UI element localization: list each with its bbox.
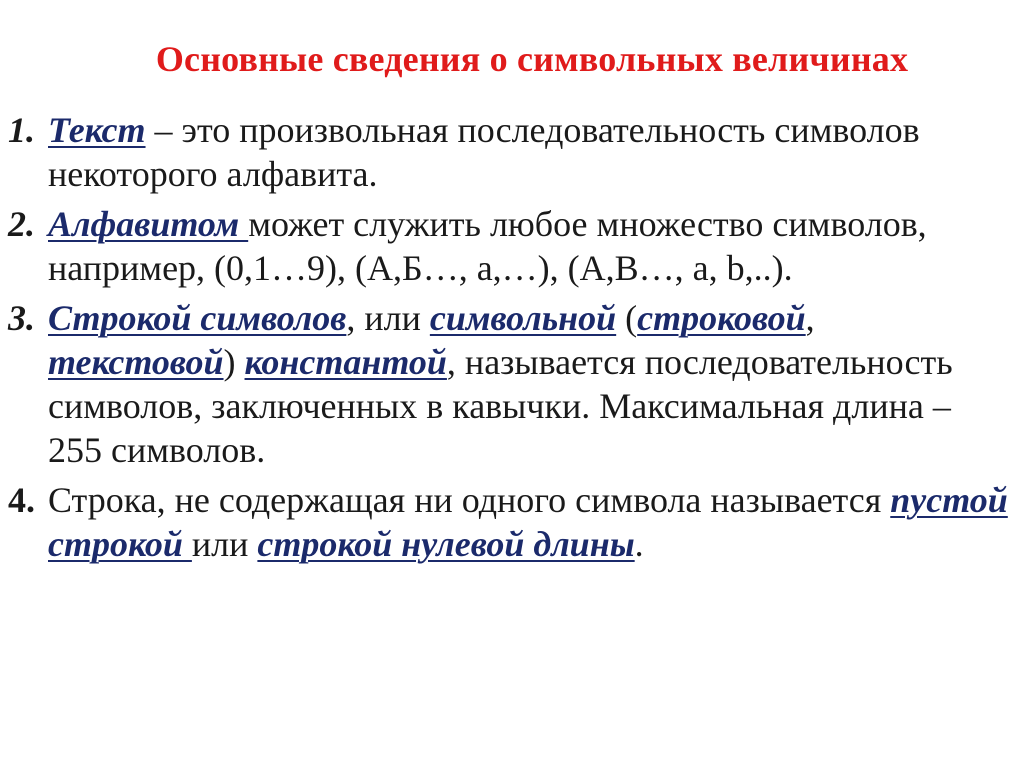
list-item	[8, 296, 1008, 472]
item-text: ,	[805, 298, 815, 338]
item-text: )	[223, 342, 245, 382]
term: текстовой	[48, 342, 224, 382]
term: пустой строкой	[48, 480, 1008, 564]
term: Алфавитом	[48, 204, 249, 244]
term: константой	[244, 342, 447, 382]
slide-title: Основные сведения о символьных величинах	[155, 39, 909, 79]
item-text: может служить любое множество символов, например, (0,1…9), (А,Б…, а,…), (A,B…, a, b,..).	[48, 204, 927, 288]
item-text: , называется последовательность символов, заключенных в кавычки. Максимальная длина – 255 символов.	[48, 342, 953, 470]
term: символьной	[429, 298, 617, 338]
list-item	[8, 478, 1008, 566]
item-number: 1.	[8, 110, 35, 150]
item-text: (	[616, 298, 638, 338]
term: строкой нулевой длины	[257, 524, 635, 564]
numbered-list	[8, 108, 1008, 572]
term: Строкой символов	[48, 298, 347, 338]
term: строковой	[637, 298, 806, 338]
term: Текст	[48, 110, 146, 150]
item-text: .	[634, 524, 644, 564]
item-text: , или	[346, 298, 430, 338]
list-item	[8, 108, 1008, 196]
item-number: 3.	[8, 298, 35, 338]
item-number: 2.	[8, 204, 35, 244]
list-item	[8, 202, 1008, 290]
item-text: – это произвольная последовательность символов некоторого алфавита.	[48, 110, 920, 194]
item-text: Строка, не содержащая ни одного символа называется	[48, 480, 891, 520]
item-text: или	[191, 524, 258, 564]
item-number: 4.	[8, 480, 35, 520]
